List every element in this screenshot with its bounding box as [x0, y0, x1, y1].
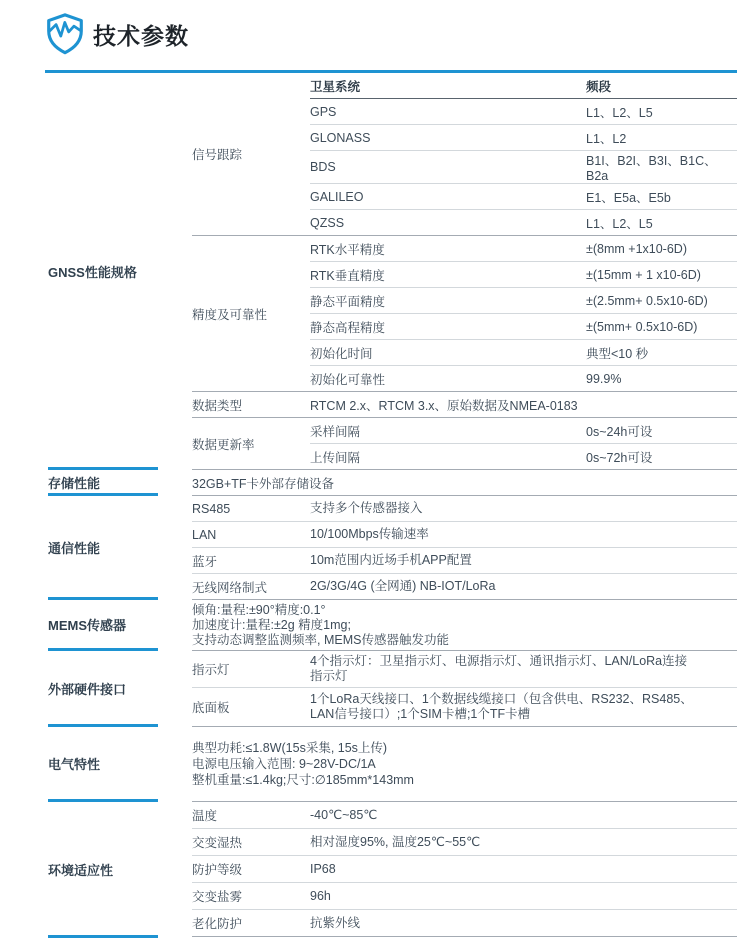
section-hardware-interface — [45, 650, 737, 726]
table-row — [192, 687, 737, 726]
block-data-type — [192, 391, 737, 417]
spec-value: 10/100Mbps传输速率 — [310, 527, 429, 541]
category-cell — [45, 726, 192, 801]
table-row — [192, 855, 737, 882]
spec-value: 相对湿度95%, 温度25℃~55℃ — [310, 834, 481, 849]
spec-label: RS485 — [192, 501, 231, 516]
table-row — [192, 547, 737, 573]
table-row — [192, 521, 737, 547]
spec-line: 加速度计:量程:±2g 精度1mg; — [192, 617, 351, 632]
category-label: 环境适应性 — [48, 862, 114, 878]
section-electrical — [45, 726, 737, 801]
spec-value: -40℃~85℃ — [310, 807, 378, 822]
spec-label: QZSS — [310, 215, 345, 230]
category-cell — [45, 495, 192, 599]
spec-value: 4个指示灯：卫星指示灯、电源指示灯、通讯指示灯、LAN/LoRa连接指示灯 — [310, 654, 688, 683]
spec-line: 倾角:量程:±90°精度:0.1° — [192, 602, 326, 617]
category-label: 通信性能 — [48, 540, 101, 556]
table-row — [310, 261, 737, 287]
block-label: 数据更新率 — [192, 437, 255, 452]
category-label: 电气特性 — [48, 757, 101, 772]
table-row — [192, 573, 737, 599]
spec-value: 1个LoRa天线接口、1个数据线缆接口（包含供电、RS232、RS485、LAN信号接口）;1个SIM卡槽;1个TF卡槽 — [310, 692, 693, 721]
spec-label: 静态高程精度 — [310, 320, 386, 335]
spec-label: RTK垂直精度 — [310, 268, 385, 283]
spec-label: 采样间隔 — [310, 424, 361, 439]
spec-value: ±(8mm +1x10-6D) — [586, 241, 687, 256]
spec-value: 10m范围内近场手机APP配置 — [310, 553, 472, 567]
category-label: 外部硬件接口 — [48, 681, 127, 697]
spec-value: IP68 — [310, 861, 336, 876]
table-row — [310, 313, 737, 339]
spec-label: 温度 — [192, 809, 218, 823]
block-label: 信号跟踪 — [192, 148, 243, 162]
spec-label: 初始化时间 — [310, 346, 373, 361]
spec-table — [45, 70, 737, 937]
block-update-rate — [192, 417, 737, 469]
spec-value: ±(5mm+ 0.5x10-6D) — [586, 319, 698, 334]
col-header-band: 频段 — [586, 79, 612, 94]
spec-value: 抗紫外线 — [310, 915, 361, 930]
table-row — [310, 183, 737, 209]
spec-label: GALILEO — [310, 189, 364, 204]
spec-value: 99.9% — [586, 371, 622, 386]
spec-text-block — [192, 727, 737, 801]
category-label: MEMS传感器 — [48, 618, 127, 633]
table-row — [310, 99, 737, 124]
section-communication — [45, 495, 737, 599]
spec-label: 防护等级 — [192, 863, 243, 877]
spec-value: 0s~24h可设 — [586, 424, 653, 439]
table-row — [192, 651, 737, 687]
block-label: 精度及可靠性 — [192, 307, 268, 322]
spec-label: 指示灯 — [192, 663, 230, 677]
table-row — [310, 443, 737, 469]
section-storage — [45, 469, 737, 495]
table-row — [192, 909, 737, 936]
spec-value: 支持多个传感器接入 — [310, 501, 423, 515]
shield-pulse-icon — [46, 13, 84, 55]
table-row — [192, 802, 737, 828]
table-row — [310, 209, 737, 235]
block-label: 数据类型 — [192, 398, 243, 413]
spec-label: RTK水平精度 — [310, 242, 385, 257]
page-header — [0, 0, 743, 58]
table-row — [310, 236, 737, 261]
spec-value: 96h — [310, 888, 331, 903]
spec-value: E1、E5a、E5b — [586, 190, 671, 205]
spec-value: ±(15mm + 1 x10-6D) — [586, 267, 701, 282]
spec-label: BDS — [310, 160, 336, 174]
spec-line: 电源电压输入范围: 9~28V-DC/1A — [192, 757, 376, 771]
spec-label: 蓝牙 — [192, 554, 218, 569]
spec-label: LAN — [192, 527, 217, 542]
category-cell — [45, 599, 192, 650]
spec-label: 交变湿热 — [192, 836, 243, 850]
table-row — [192, 882, 737, 909]
category-cell — [45, 73, 192, 469]
spec-value: RTCM 2.x、RTCM 3.x、原始数据及NMEA-0183 — [310, 398, 578, 413]
spec-label: GPS — [310, 104, 337, 119]
spec-line: 典型功耗:≤1.8W(15s采集, 15s上传) — [192, 741, 388, 755]
spec-label: 交变盐雾 — [192, 890, 243, 904]
block-signal-tracking — [192, 73, 737, 235]
section-environmental — [45, 801, 737, 937]
spec-value: B1I、B2I、B3I、B1C、B2a — [586, 154, 717, 183]
table-row — [310, 365, 737, 391]
table-row — [192, 828, 737, 855]
table-row — [310, 124, 737, 150]
spec-label: 初始化可靠性 — [310, 372, 386, 387]
section-mems — [45, 599, 737, 650]
category-cell — [45, 801, 192, 937]
spec-value: 0s~72h可设 — [586, 450, 653, 465]
spec-label: 无线网络制式 — [192, 580, 268, 595]
spec-line: 整机重量:≤1.4kg;尺寸:∅185mm*143mm — [192, 773, 414, 787]
spec-label: GLONASS — [310, 130, 371, 145]
spec-value: L1、L2、L5 — [586, 105, 653, 120]
table-row — [310, 339, 737, 365]
table-row — [310, 287, 737, 313]
spec-label: 静态平面精度 — [310, 294, 386, 309]
category-label: 存储性能 — [48, 475, 101, 491]
spec-value: L1、L2 — [586, 131, 627, 146]
table-row — [192, 496, 737, 521]
spec-value: 2G/3G/4G (全网通) NB-IOT/LoRa — [310, 579, 496, 593]
block-accuracy — [192, 235, 737, 391]
spec-line: 支持动态调整监测频率, MEMS传感器触发功能 — [192, 632, 449, 647]
spec-value: L1、L2、L5 — [586, 216, 653, 231]
category-cell — [45, 469, 192, 495]
spec-label: 上传间隔 — [310, 450, 361, 465]
table-header-row — [310, 73, 737, 99]
page-title: 技术参数 — [93, 22, 189, 49]
table-row — [310, 418, 737, 443]
spec-value: 典型<10 秒 — [586, 346, 649, 361]
col-header-satellite-system: 卫星系统 — [310, 79, 361, 94]
table-row — [310, 150, 737, 183]
spec-text-block — [192, 600, 737, 650]
category-label: GNSS性能规格 — [48, 264, 137, 280]
section-gnss — [45, 73, 737, 469]
spec-label: 底面板 — [192, 701, 230, 715]
category-cell — [45, 650, 192, 726]
spec-value: ±(2.5mm+ 0.5x10-6D) — [586, 293, 708, 308]
spec-value: 32GB+TF卡外部存储设备 — [192, 476, 335, 491]
spec-label: 老化防护 — [192, 917, 243, 931]
